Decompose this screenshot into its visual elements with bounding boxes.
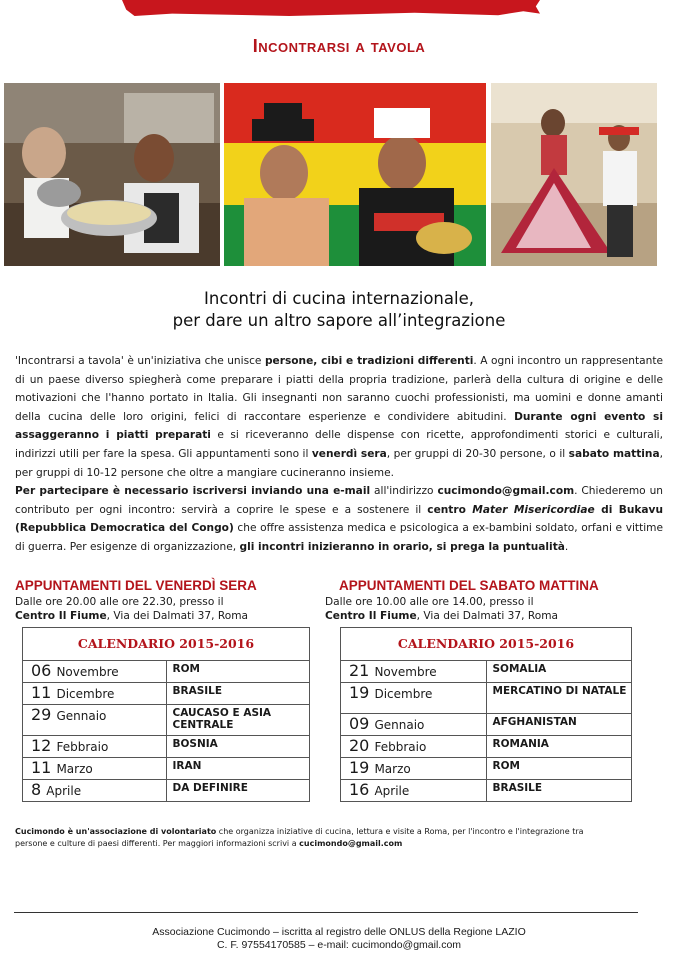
footer xyxy=(0,926,678,952)
text-run-bold-italic: Mater Misericordiae xyxy=(472,503,595,516)
calendar-country: BRASILE xyxy=(486,780,632,802)
calendar-country: AFGHANISTAN xyxy=(486,714,632,736)
text-run-bold: gli incontri inizieranno in orario, si prega la puntualità xyxy=(239,540,565,553)
calendar-day: 06 xyxy=(31,661,52,680)
footer-divider xyxy=(14,912,638,913)
calendar-row xyxy=(23,780,310,802)
text-run-bold: di Bukavu (Repubblica Democratica del Congo) xyxy=(15,503,664,535)
email-text: cucimondo@gmail.com xyxy=(299,839,403,848)
calendar-title: CALENDARIO 2015-2016 xyxy=(23,628,310,659)
subtitle-line-2: per dare un altro sapore all’integrazione xyxy=(172,311,506,330)
friday-calendar xyxy=(22,627,310,802)
calendar-row xyxy=(23,736,310,758)
calendar-month: Marzo xyxy=(374,762,411,776)
calendar-row xyxy=(23,683,310,705)
bolivian-women-photo xyxy=(224,83,486,266)
calendar-row xyxy=(341,780,632,802)
venue-address: , Via dei Dalmati 37, Roma xyxy=(416,610,559,622)
text-run: . xyxy=(564,540,569,553)
calendar-day: 29 xyxy=(31,705,52,724)
text-run: che organizza iniziative di cucina, lettura e visite a Roma, per l'incontro e l'integrazione tra persone e culture di paesi differenti. Per maggiori informazioni scrivi a xyxy=(15,827,584,848)
description-text xyxy=(15,352,663,557)
calendar-country: ROMANIA xyxy=(486,736,632,758)
calendar-month: Marzo xyxy=(56,762,93,776)
text-run: , per gruppi di 20-30 persone, o il xyxy=(386,447,569,460)
footer-line-1: Associazione Cucimondo – iscritta al registro delle ONLUS della Regione LAZIO xyxy=(152,926,526,938)
association-note xyxy=(15,826,615,850)
calendar-country: MERCATINO DI NATALE xyxy=(486,683,632,714)
text-run: , per gruppi di 10-12 persone che oltre a mangiare cucineranno insieme. xyxy=(15,447,663,479)
calendar-title: CALENDARIO 2015-2016 xyxy=(341,628,632,659)
folk-dance-photo xyxy=(491,83,657,266)
subtitle-line-1: Incontri di cucina internazionale, xyxy=(204,289,474,308)
calendar-country: SOMALIA xyxy=(486,661,632,683)
text-run-bold: Cucimondo è un'associazione di volontariato xyxy=(15,827,217,836)
calendar-day: 21 xyxy=(349,661,370,680)
calendar-day: 12 xyxy=(31,736,52,755)
venue-name: Centro Il Fiume xyxy=(325,610,417,622)
participation-paragraph xyxy=(15,482,663,556)
calendar-month: Novembre xyxy=(374,665,437,679)
calendar-row xyxy=(341,661,632,683)
calendar-month: Gennaio xyxy=(56,709,107,723)
calendar-day: 8 xyxy=(31,780,42,799)
calendar-row xyxy=(341,758,632,780)
calendar-month: Dicembre xyxy=(56,687,115,701)
saturday-section-title: APPUNTAMENTI DEL SABATO MATTINA xyxy=(339,578,599,593)
intro-paragraph xyxy=(15,352,663,482)
venue-address: , Via dei Dalmati 37, Roma xyxy=(106,610,249,622)
text-run-bold: Durante ogni evento si assaggeranno i piatti preparati xyxy=(15,410,663,442)
text-run: all'indirizzo xyxy=(370,485,438,498)
page-title: Incontrarsi a tavola xyxy=(252,36,426,56)
calendar-day: 19 xyxy=(349,758,370,777)
email-text: cucimondo@gmail.com xyxy=(437,485,575,498)
calendar-row xyxy=(23,758,310,780)
cooking-photo xyxy=(4,83,220,266)
calendar-month: Febbraio xyxy=(56,740,109,754)
text-run: 'Incontrarsi a tavola' è un'iniziativa che unisce xyxy=(15,355,265,367)
calendar-month: Dicembre xyxy=(374,687,433,701)
footer-line-2: C. F. 97554170585 – e-mail: cucimondo@gmail.com xyxy=(216,939,462,951)
friday-section-title: APPUNTAMENTI DEL VENERDÌ SERA xyxy=(15,578,257,593)
calendar-country: BRASILE xyxy=(166,683,310,705)
calendar-country: ROM xyxy=(166,661,310,683)
venue-name: Centro Il Fiume xyxy=(15,610,107,622)
calendar-country: BOSNIA xyxy=(166,736,310,758)
calendar-country: IRAN xyxy=(166,758,310,780)
calendar-day: 09 xyxy=(349,714,370,733)
saturday-venue xyxy=(325,609,558,623)
calendar-month: Gennaio xyxy=(374,718,425,732)
calendar-day: 11 xyxy=(31,758,52,777)
friday-venue xyxy=(15,609,248,623)
calendar-month: Aprile xyxy=(46,784,82,798)
text-run-bold: venerdì sera xyxy=(311,447,387,460)
calendar-row xyxy=(341,714,632,736)
calendar-country: CAUCASO E ASIA CENTRALE xyxy=(166,705,310,736)
text-run-bold: sabato mattina xyxy=(568,447,660,460)
calendar-row xyxy=(341,683,632,714)
calendar-row xyxy=(23,705,310,736)
subtitle xyxy=(0,288,678,332)
calendar-month: Aprile xyxy=(374,784,410,798)
text-run: e si riceveranno delle dispense con ricette, approfondimenti storici e culturali, indirizzi utili per fare la spesa. Gli appuntamenti sono il xyxy=(15,429,663,460)
calendar-country: DA DEFINIRE xyxy=(166,780,310,802)
calendar-day: 11 xyxy=(31,683,52,702)
friday-time: Dalle ore 20.00 alle ore 22.30, presso il xyxy=(15,596,224,608)
calendar-day: 20 xyxy=(349,736,370,755)
saturday-calendar xyxy=(340,627,632,802)
text-run-bold: persone, cibi e tradizioni differenti xyxy=(264,355,474,367)
calendar-day: 19 xyxy=(349,683,370,702)
saturday-time: Dalle ore 10.00 alle ore 14.00, presso il xyxy=(325,596,534,608)
red-brush-stroke xyxy=(122,0,540,16)
text-run: . Chiederemo un contributo per ogni incontro: servirà a coprire le spese e a sostenere il xyxy=(15,485,663,516)
text-run: che offre assistenza medica e psicologica a ex-bambini soldato, orfani e vittime di guerra. Per esigenze di organizzazione, xyxy=(15,522,664,553)
calendar-row xyxy=(341,736,632,758)
calendar-country: ROM xyxy=(486,758,632,780)
calendar-month: Febbraio xyxy=(374,740,427,754)
text-run-bold: Per partecipare è necessario iscriversi inviando una e-mail xyxy=(15,485,371,498)
calendar-day: 16 xyxy=(349,780,370,799)
text-run: . A ogni incontro un rappresentante di un paese diverso spiegherà come preparare i piatti della propria tradizione, parlerà della cultura di origine e delle motivazioni che l'hanno portato in Italia. Gli insegnanti non saranno cuochi professionisti, ma uomini e donne amanti della cucina delle loro origini, felici di raccontare esperienze e condividere abitudini. xyxy=(15,355,663,423)
calendar-row xyxy=(23,661,310,683)
calendar-month: Novembre xyxy=(56,665,119,679)
text-run-bold: centro xyxy=(427,503,473,516)
